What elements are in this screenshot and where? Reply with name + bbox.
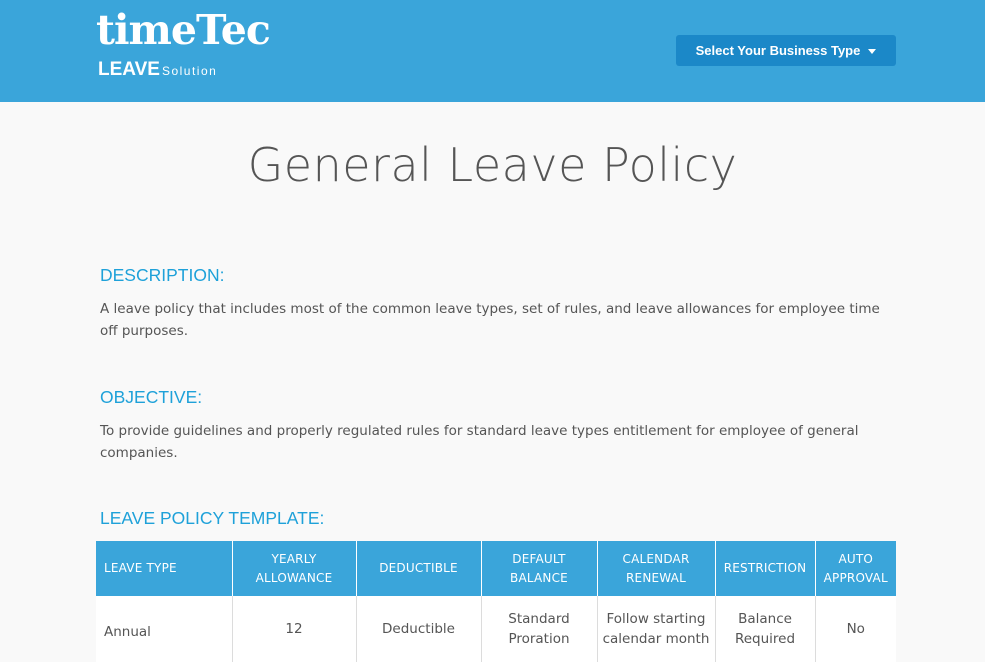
site-header xyxy=(0,0,985,102)
page-title: General Leave Policy xyxy=(247,138,738,192)
description-heading: DESCRIPTION: xyxy=(100,265,225,285)
select-business-type-label: Select Your Business Type xyxy=(695,43,861,58)
cell-deductible: Deductible xyxy=(356,596,481,662)
logo-product xyxy=(98,60,217,79)
table-header-row xyxy=(96,541,896,596)
column-header-calendar-renewal: CALENDAR RENEWAL xyxy=(597,541,715,596)
cell-default-balance xyxy=(481,596,597,662)
column-header-default-balance: DEFAULT BALANCE xyxy=(481,541,597,596)
logo-product-name: LEAVE xyxy=(98,59,160,80)
logo-product-sub: Solution xyxy=(161,64,218,78)
template-heading: LEAVE POLICY TEMPLATE: xyxy=(100,508,325,528)
cell-leave-type: Annual xyxy=(96,596,232,662)
column-header-restriction: RESTRICTION xyxy=(715,541,815,596)
column-header-auto-approval: AUTO APPROVAL xyxy=(815,541,896,596)
select-business-type-button[interactable] xyxy=(676,35,896,66)
table-row xyxy=(96,596,896,662)
cell-default-balance-text: Standard Proration xyxy=(508,611,570,647)
cell-yearly-allowance: 12 xyxy=(232,596,356,662)
logo-brand: timeTec xyxy=(96,6,270,54)
cell-auto-approval: No xyxy=(815,596,896,662)
timetec-leave-logo[interactable] xyxy=(96,6,270,80)
caret-down-icon xyxy=(868,49,876,54)
cell-calendar-renewal-text: Follow starting calendar month xyxy=(602,611,710,647)
cell-restriction-text: Balance Required xyxy=(734,611,796,647)
column-header-yearly-allowance: YEARLY ALLOWANCE xyxy=(232,541,356,596)
cell-restriction xyxy=(715,596,815,662)
leave-policy-table xyxy=(96,541,896,662)
column-header-leave-type: LEAVE TYPE xyxy=(96,541,232,596)
objective-heading: OBJECTIVE: xyxy=(100,387,203,407)
objective-text: To provide guidelines and properly regulated rules for standard leave types entitlement for employee of general companies. xyxy=(100,423,859,461)
description-text: A leave policy that includes most of the common leave types, set of rules, and leave allowances for employee time off purposes. xyxy=(100,301,880,339)
column-header-deductible: DEDUCTIBLE xyxy=(356,541,481,596)
cell-calendar-renewal xyxy=(597,596,715,662)
